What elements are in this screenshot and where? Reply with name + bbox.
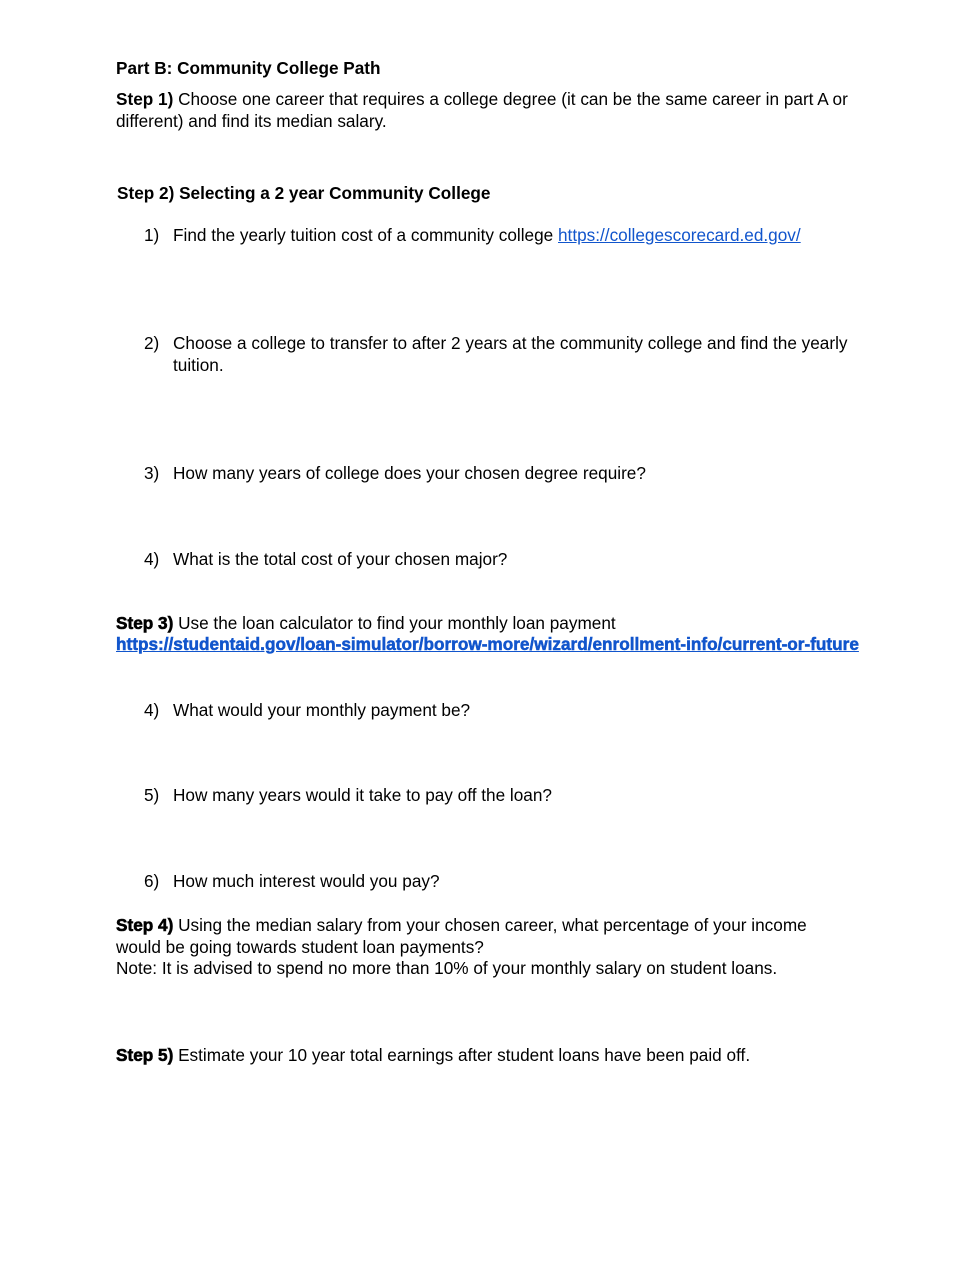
list-text: How many years of college does your chosen degree require?: [173, 463, 646, 483]
list-item: [144, 785, 874, 807]
list-item: [144, 463, 874, 485]
list-number: 1): [144, 225, 160, 245]
step-5-label: Step 5): [116, 1045, 174, 1065]
step-5-text: Estimate your 10 year total earnings after student loans have been paid off.: [173, 1045, 751, 1065]
list-text: How much interest would you pay?: [173, 871, 440, 891]
step-2-heading: Step 2) Selecting a 2 year Community College: [117, 183, 491, 203]
step-4-note: Note: It is advised to spend no more than 10% of your monthly salary on student loans.: [116, 958, 778, 978]
step-1: [116, 89, 876, 132]
list-item: [144, 700, 874, 722]
step-5: [116, 1045, 876, 1067]
step-4-text: Using the median salary from your chosen career, what percentage of your income would be going towards student loan payments?: [116, 915, 807, 957]
step-1-text: Choose one career that requires a college degree (it can be the same career in part A or different) and find its median salary.: [116, 89, 848, 131]
list-item: [144, 333, 874, 376]
list-number: 4): [144, 700, 160, 720]
list-text: Find the yearly tuition cost of a community college: [173, 225, 558, 245]
step-3-link-block: [116, 634, 864, 656]
list-number: 6): [144, 871, 160, 891]
loan-simulator-link[interactable]: https://studentaid.gov/loan-simulator/borrow-more/wizard/enrollment-info/current-or-future: [116, 634, 859, 654]
step-3: [116, 613, 876, 635]
step-4-label: Step 4): [116, 915, 174, 935]
list-text: What would your monthly payment be?: [173, 700, 471, 720]
list-item: [144, 871, 874, 893]
step-3-text: Use the loan calculator to find your monthly loan payment: [173, 613, 616, 633]
list-text: Choose a college to transfer to after 2 years at the community college and find the yearly tuition.: [173, 333, 848, 375]
part-b-heading: Part B: Community College Path: [116, 58, 381, 78]
list-number: 5): [144, 785, 160, 805]
list-text: What is the total cost of your chosen major?: [173, 549, 508, 569]
college-scorecard-link[interactable]: https://collegescorecard.ed.gov/: [558, 225, 801, 245]
list-number: 2): [144, 333, 160, 353]
step-3-label: Step 3): [116, 613, 174, 633]
step-1-label: Step 1): [116, 89, 174, 109]
list-text: How many years would it take to pay off the loan?: [173, 785, 552, 805]
list-number: 3): [144, 463, 160, 483]
list-item: [144, 549, 874, 571]
step-4: [116, 915, 826, 958]
list-number: 4): [144, 549, 160, 569]
list-item: [144, 225, 874, 247]
